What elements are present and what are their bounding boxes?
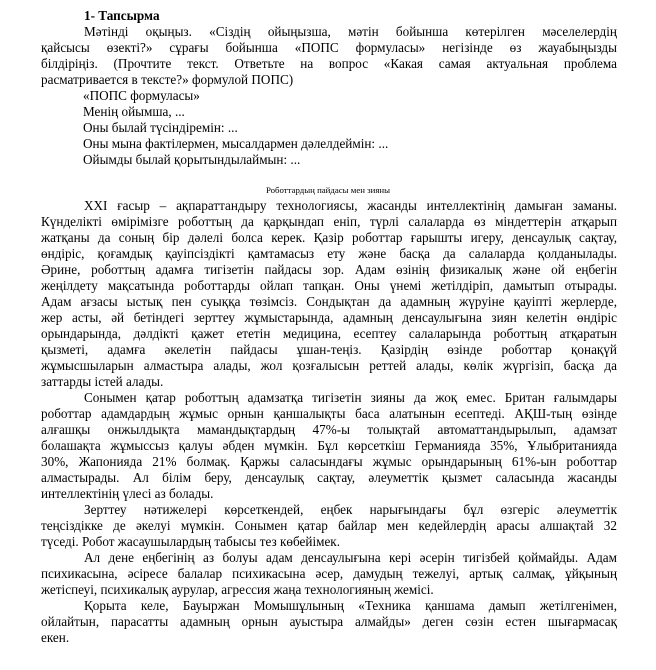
pops-line: Ойымды былай қорытындылаймын: ... <box>83 152 301 167</box>
article-line: жеңілдету мақсатында роботтарды ойлап тапқан. Оны үнемі жетілдіріп, дамытып отырады. <box>41 278 617 293</box>
article-line: жұмысшыларын алмастыра алады, жол қозғалысын реттей алады, көлік жүргізіп, басқа да <box>41 358 617 373</box>
article-heading: Роботтардың пайдасы мен зияны <box>265 185 391 195</box>
pops-line: Менің ойымша, ... <box>83 104 185 119</box>
article-line: Күнделікті өмірімізге роботтың да қарқындап еніп, түрлі салаларда өз міндеттерін атқарып <box>41 214 617 229</box>
article-line: Ал дене еңбегінің аз болуы адам денсаулығына кері әсерін тигізбей қоймайды. Адам <box>84 550 617 565</box>
article-line: психикасына, әсіресе балалар психикасына әсер, дамудың тежелуі, артық салмақ, ұйқының <box>41 566 617 581</box>
article-line: заттарды істей алады. <box>41 374 164 389</box>
article-line: жер асты, әй бетіндегі зерттеу жұмыстарында, адамның денсаулығына зиян келетін өндіріс <box>41 310 617 325</box>
article-line: орындарында, дәлдікті қажет ететін медицина, есептеу салаларында роботтың атқаратын <box>41 326 617 341</box>
article-line: қызметі, адамға әкелетін пайдасы ұшан-теңіз. Қазірдің өзінде роботтар қонақүй <box>41 342 617 357</box>
article-line: теңсіздікке де әкелуі мүмкін. Сонымен қатар байлар мен кедейлердің арасы алшақтай 32 <box>41 518 617 533</box>
article-line: Әрине, роботтың адамға тигізетін пайдасы зор. Адам өзінің физикалық және ой еңбегін <box>41 262 617 277</box>
article-line: Адам ағзасы ыстық пен суыққа төзімсіз. Сондықтан да адамның жүруіне қауіпті жерлерде, <box>41 294 617 309</box>
pops-line: Оны былай түсіндіремін: ... <box>83 120 238 135</box>
article-line: интеллектінің үлесі аз болады. <box>41 486 214 501</box>
article-line: жетіспеуі, психикалық аурулар, агрессия жаңа технологияның жемісі. <box>41 582 434 597</box>
article-line: ойлайтын, парасатты адамның орнын ауыстыра алмайды» деген сөзін естен шығармасақ <box>41 614 617 629</box>
instruction-line: Мәтінді оқыңыз. «Сіздің ойыңызша, мәтін бойынша көтерілген мәселелердің <box>84 24 617 39</box>
article-line: Қорыта келе, Бауыржан Момышұлының «Техника қаншама дамып жетілгенімен, <box>84 598 617 613</box>
article-line: 30%, Жапонияда 21% болмақ. Қаржы саласындағы жұмыс орындарының 61%-ын роботтар <box>41 454 617 469</box>
task-title: 1- Тапсырма <box>84 8 160 23</box>
article-line: алмастырады. Ал білім беру, денсаулық сақтау, әлеуметтік қызмет саласында жасанды <box>41 470 617 485</box>
article-line: Сонымен қатар роботтың адамзатқа тигізетін зияны да жоқ емес. Британ ғалымдары <box>84 390 617 405</box>
instruction-line: білдіріңіз. (Прочтите текст. Ответьте на вопрос «Какая самая актуальная проблема <box>41 56 617 71</box>
article-line: өндіріс, қоғамдық қауіпсіздікті қамтамасыз ету және басқа да салаларда қолданылады. <box>41 246 617 261</box>
article-line: Зерттеу нәтижелері көрсеткендей, еңбек нарығындағы бұл өзгеріс әлеуметтік <box>84 502 617 517</box>
article-line: жатқаны да соның бір дәлелі болса керек. Қазір роботтар ғарышты игеру, денсаулық сақтау, <box>41 230 617 245</box>
article-line: алғашқы онжылдықта мамандықтардың 47%-ы толықтай автоматтандырылып, адамзат <box>41 422 617 437</box>
article-line: роботтар адамдардың жұмыс орнын қаншалықты баса алатынын есептеді. АҚШ-тың өзінде <box>41 406 617 421</box>
instruction-line: расматривается в тексте?» формулой ПОПС) <box>41 72 294 87</box>
article-line: екен. <box>41 630 70 645</box>
article-line: XXI ғасыр – ақпараттандыру технологиясы, жасанды интеллектінің дамыған заманы. <box>84 198 617 213</box>
article-line: түседі. Робот жасаушылардың табысы тез көбейімек. <box>41 534 341 549</box>
instruction-line: қайсысы өзекті?» сұрағы бойынша «ПОПС формуласы» негізінде өз жауабыңызды <box>41 40 617 55</box>
pops-formula-title: «ПОПС формуласы» <box>83 88 200 103</box>
pops-line: Оны мына фактілермен, мысалдармен дәлелдеймін: ... <box>83 136 389 151</box>
article-line: болашақта жұмыссыз қалуы әбден мүмкін. Бұл көрсеткіш Германияда 35%, Ұлыбританияда <box>41 438 617 453</box>
